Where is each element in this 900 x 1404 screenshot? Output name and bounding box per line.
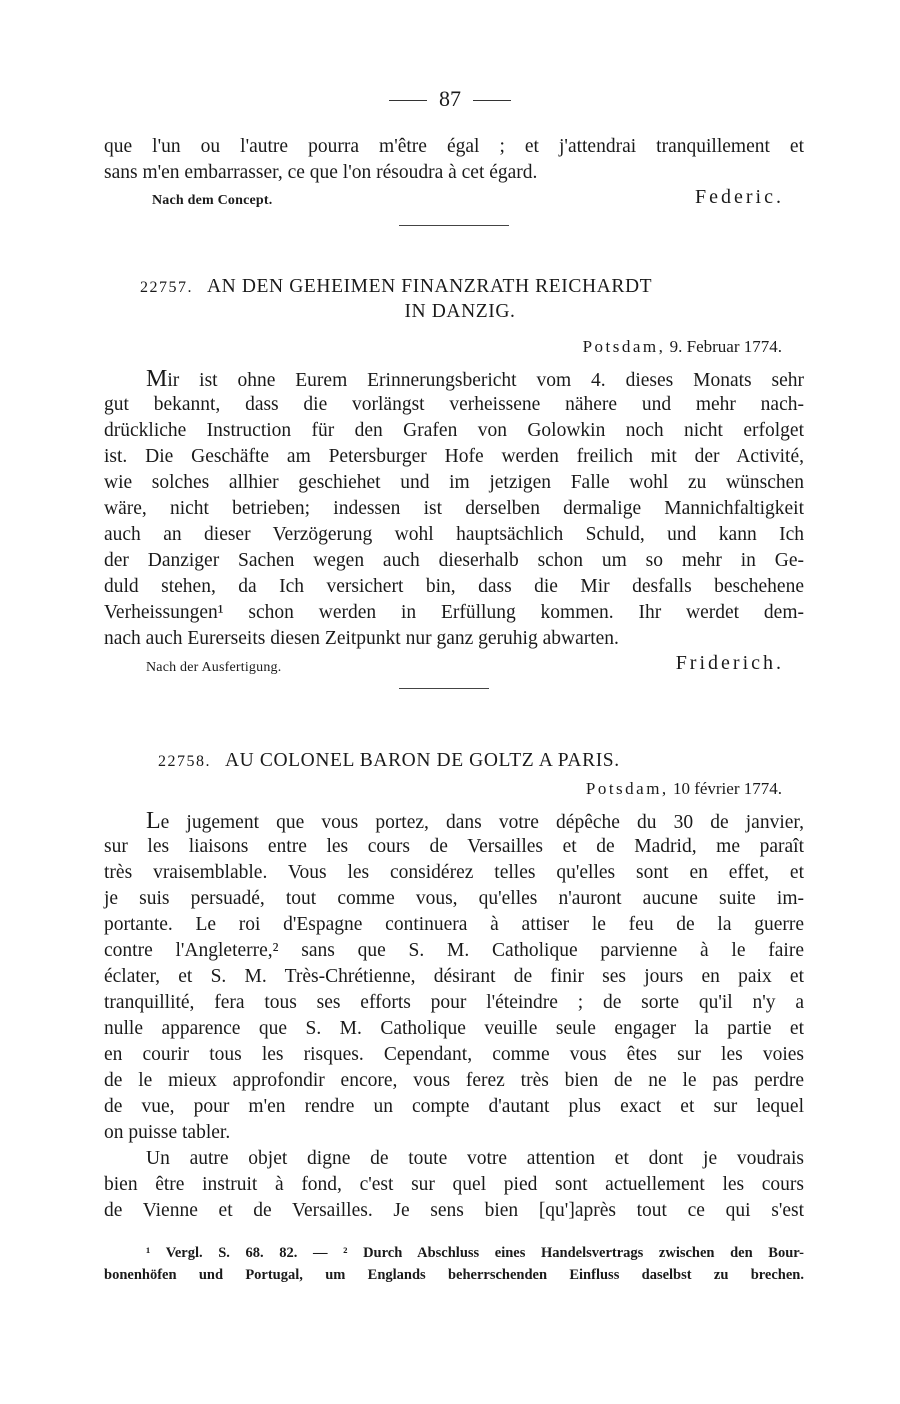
letter-number: 22757. xyxy=(140,279,193,296)
body-line: gut bekannt, dass die vorlängst verheissene nähere und mehr nach- xyxy=(104,394,804,415)
letter-signature: Friderich. xyxy=(675,652,784,674)
page-number: 87 xyxy=(0,86,900,112)
initial-letter: M xyxy=(146,366,168,392)
page-number-dash-right xyxy=(473,100,511,101)
letter-number: 22758. xyxy=(158,753,211,770)
body-line: Un autre objet digne de toute votre attention et dont je voudrais xyxy=(146,1148,804,1169)
footnote-line: ¹ Vergl. S. 68. 82. — ² Durch Abschluss eines Handelsvertrags zwischen den Bour- xyxy=(146,1245,804,1261)
dateline-date: 9. Februar 1774. xyxy=(669,337,782,356)
letter-source-note: Nach der Ausfertigung. xyxy=(146,660,282,675)
body-line: éclater, et S. M. Très-Chrétienne, désirant de finir ses jours en paix et xyxy=(104,966,804,987)
body-line: sur les liaisons entre les cours de Versailles et de Madrid, me paraît xyxy=(104,836,804,857)
body-line: je suis persuadé, tout comme vous, qu'elles n'auront aucune suite im- xyxy=(104,888,804,909)
dateline-date: 10 février 1774. xyxy=(672,779,782,798)
body-line: Le jugement que vous portez, dans votre dépêche du 30 de janvier, xyxy=(146,808,804,834)
body-line: de le mieux approfondir encore, vous ferez très bien de ne le pas perdre xyxy=(104,1070,804,1091)
body-line: ist. Die Geschäfte am Petersburger Hofe werden freilich mit der Activité, xyxy=(104,446,804,467)
body-line: Mir ist ohne Eurem Erinnerungsbericht vom 4. dieses Monats sehr xyxy=(146,366,804,392)
intro-source-note: Nach dem Concept. xyxy=(152,193,273,208)
body-line: nulle apparence que S. M. Catholique veuille seule engager la partie et xyxy=(104,1018,804,1039)
footnote-line: bonenhöfen und Portugal, um Englands beherrschenden Einfluss daselbst zu brechen. xyxy=(104,1267,804,1283)
letter-dateline xyxy=(583,337,782,357)
letter-title: AU COLONEL BARON DE GOLTZ A PARIS. xyxy=(225,750,620,771)
letter-title-continued: IN DANZIG. xyxy=(404,301,516,322)
body-line: wie solches allhier geschiehet und im jetzigen Falle wohl zu wünschen xyxy=(104,472,804,493)
body-line: contre l'Angleterre,² sans que S. M. Catholique parvienne à le faire xyxy=(104,940,804,961)
letter-heading xyxy=(158,748,798,775)
body-line: très vraisemblable. Vous les considérez telles qu'elles sont en effet, et xyxy=(104,862,804,883)
body-line: wäre, nicht betrieben; indessen ist derselben dermalige Mannichfaltigkeit xyxy=(104,498,804,519)
body-line: on puisse tabler. xyxy=(104,1122,231,1143)
letter-title: AN DEN GEHEIMEN FINANZRATH REICHARDT xyxy=(207,276,653,297)
body-line: Verheissungen¹ schon werden in Erfüllung kommen. Ihr werdet dem- xyxy=(104,602,804,623)
letter-dateline xyxy=(586,779,782,799)
body-line: nach auch Eurerseits diesen Zeitpunkt nur ganz geruhig abwarten. xyxy=(104,628,619,649)
intro-signature: Federic. xyxy=(695,186,784,208)
body-line: auch an dieser Verzögerung wohl hauptsächlich Schuld, und kann Ich xyxy=(104,524,804,545)
body-line: der Danziger Sachen wegen auch dieserhalb schon um so mehr in Ge- xyxy=(104,550,804,571)
letter-heading xyxy=(140,274,780,301)
initial-letter: L xyxy=(146,808,161,834)
body-line: bien être instruit à fond, c'est sur quel pied sont actuellement les cours xyxy=(104,1174,804,1195)
body-line: de Vienne et de Versailles. Je sens bien [qu']après tout ce qui s'est xyxy=(104,1200,804,1221)
body-line: en courir tous les risques. Cependant, comme vous êtes sur les voies xyxy=(104,1044,804,1065)
body-line: portante. Le roi d'Espagne continuera à attiser le feu de la guerre xyxy=(104,914,804,935)
intro-line: que l'un ou l'autre pourra m'être égal ; et j'attendrai tranquillement et xyxy=(104,136,804,157)
body-line: tranquillité, fera tous ses efforts pour l'éteindre ; de sorte qu'il n'y a xyxy=(104,992,804,1013)
body-line: drückliche Instruction für den Grafen von Golowkin noch nicht erfolget xyxy=(104,420,804,441)
body-line: duld stehen, da Ich versichert bin, dass die Mir desfalls beschehene xyxy=(104,576,804,597)
dateline-place: Potsdam, xyxy=(582,337,666,356)
dateline-place: Potsdam, xyxy=(585,779,669,798)
body-line: de vue, pour m'en rendre un compte d'autant plus exact et sur lequel xyxy=(104,1096,804,1117)
intro-line: sans m'en embarrasser, ce que l'on résoudra à cet égard. xyxy=(104,162,538,183)
section-divider xyxy=(399,688,489,689)
page-number-dash-left xyxy=(389,100,427,101)
section-divider xyxy=(399,225,509,226)
